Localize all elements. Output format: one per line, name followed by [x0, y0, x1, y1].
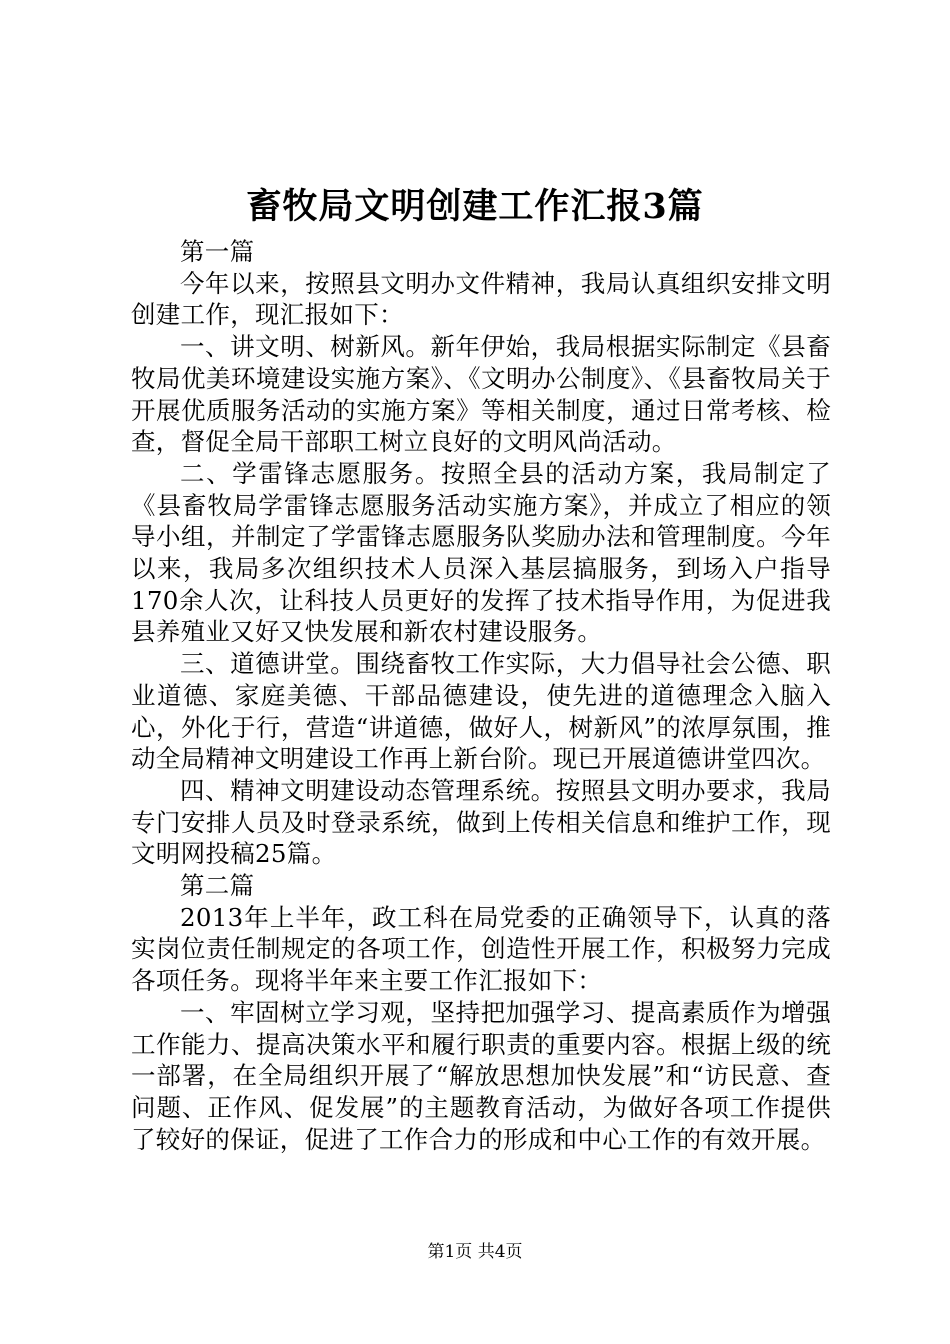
document-body	[131, 236, 831, 1155]
document-title: 畜牧局文明创建工作汇报3篇	[246, 186, 704, 227]
paragraph-item-4: 四、精神文明建设动态管理系统。按照县文明办要求，我局专门安排人员及时登录系统，做到上传相关信息和维护工作，现文明网投稿25篇。	[131, 775, 831, 869]
section-heading-2: 第二篇	[180, 871, 255, 901]
paragraph-item-1: 一、讲文明、树新风。新年伊始，我局根据实际制定《县畜牧局优美环境建设实施方案》、《文明办公制度》、《县畜牧局关于开展优质服务活动的实施方案》等相关制度，通过日常考核、检查，督促全局干部职工树立良好的文明风尚活动。	[131, 332, 831, 457]
paragraph-intro-2: 2013年上半年，政工科在局党委的正确领导下，认真的落实岗位责任制规定的各项工作，创造性开展工作，积极努力完成各项任务。现将半年来主要工作汇报如下：	[131, 902, 831, 996]
page-number: 第1页 共4页	[427, 1242, 523, 1262]
paragraph-intro: 今年以来，按照县文明办文件精神，我局认真组织安排文明创建工作，现汇报如下：	[131, 268, 831, 330]
paragraph-item-2: 二、学雷锋志愿服务。按照全县的活动方案，我局制定了《县畜牧局学雷锋志愿服务活动实施方案》，并成立了相应的领导小组，并制定了学雷锋志愿服务队奖励办法和管理制度。今年以来，我局多次组织技术人员深入基层搞服务，到场入户指导170余人次，让科技人员更好的发挥了技术指导作用，为促进我县养殖业又好又快发展和新农村建设服务。	[131, 458, 831, 647]
paragraph-item-3: 三、道德讲堂。围绕畜牧工作实际，大力倡导社会公德、职业道德、家庭美德、干部品德建设，使先进的道德理念入脑入心，外化于行，营造“讲道德，做好人，树新风”的浓厚氛围，推动全局精神文明建设工作再上新台阶。现已开展道德讲堂四次。	[131, 649, 831, 774]
section-heading-1: 第一篇	[180, 237, 255, 266]
paragraph-item-2-1: 一、牢固树立学习观，坚持把加强学习、提高素质作为增强工作能力、提高决策水平和履行职责的重要内容。根据上级的统一部署，在全局组织开展了“解放思想加快发展”和“访民意、查问题、正作风、促发展”的主题教育活动，为做好各项工作提供了较好的保证，促进了工作合力的形成和中心工作的有效开展。	[131, 997, 831, 1154]
